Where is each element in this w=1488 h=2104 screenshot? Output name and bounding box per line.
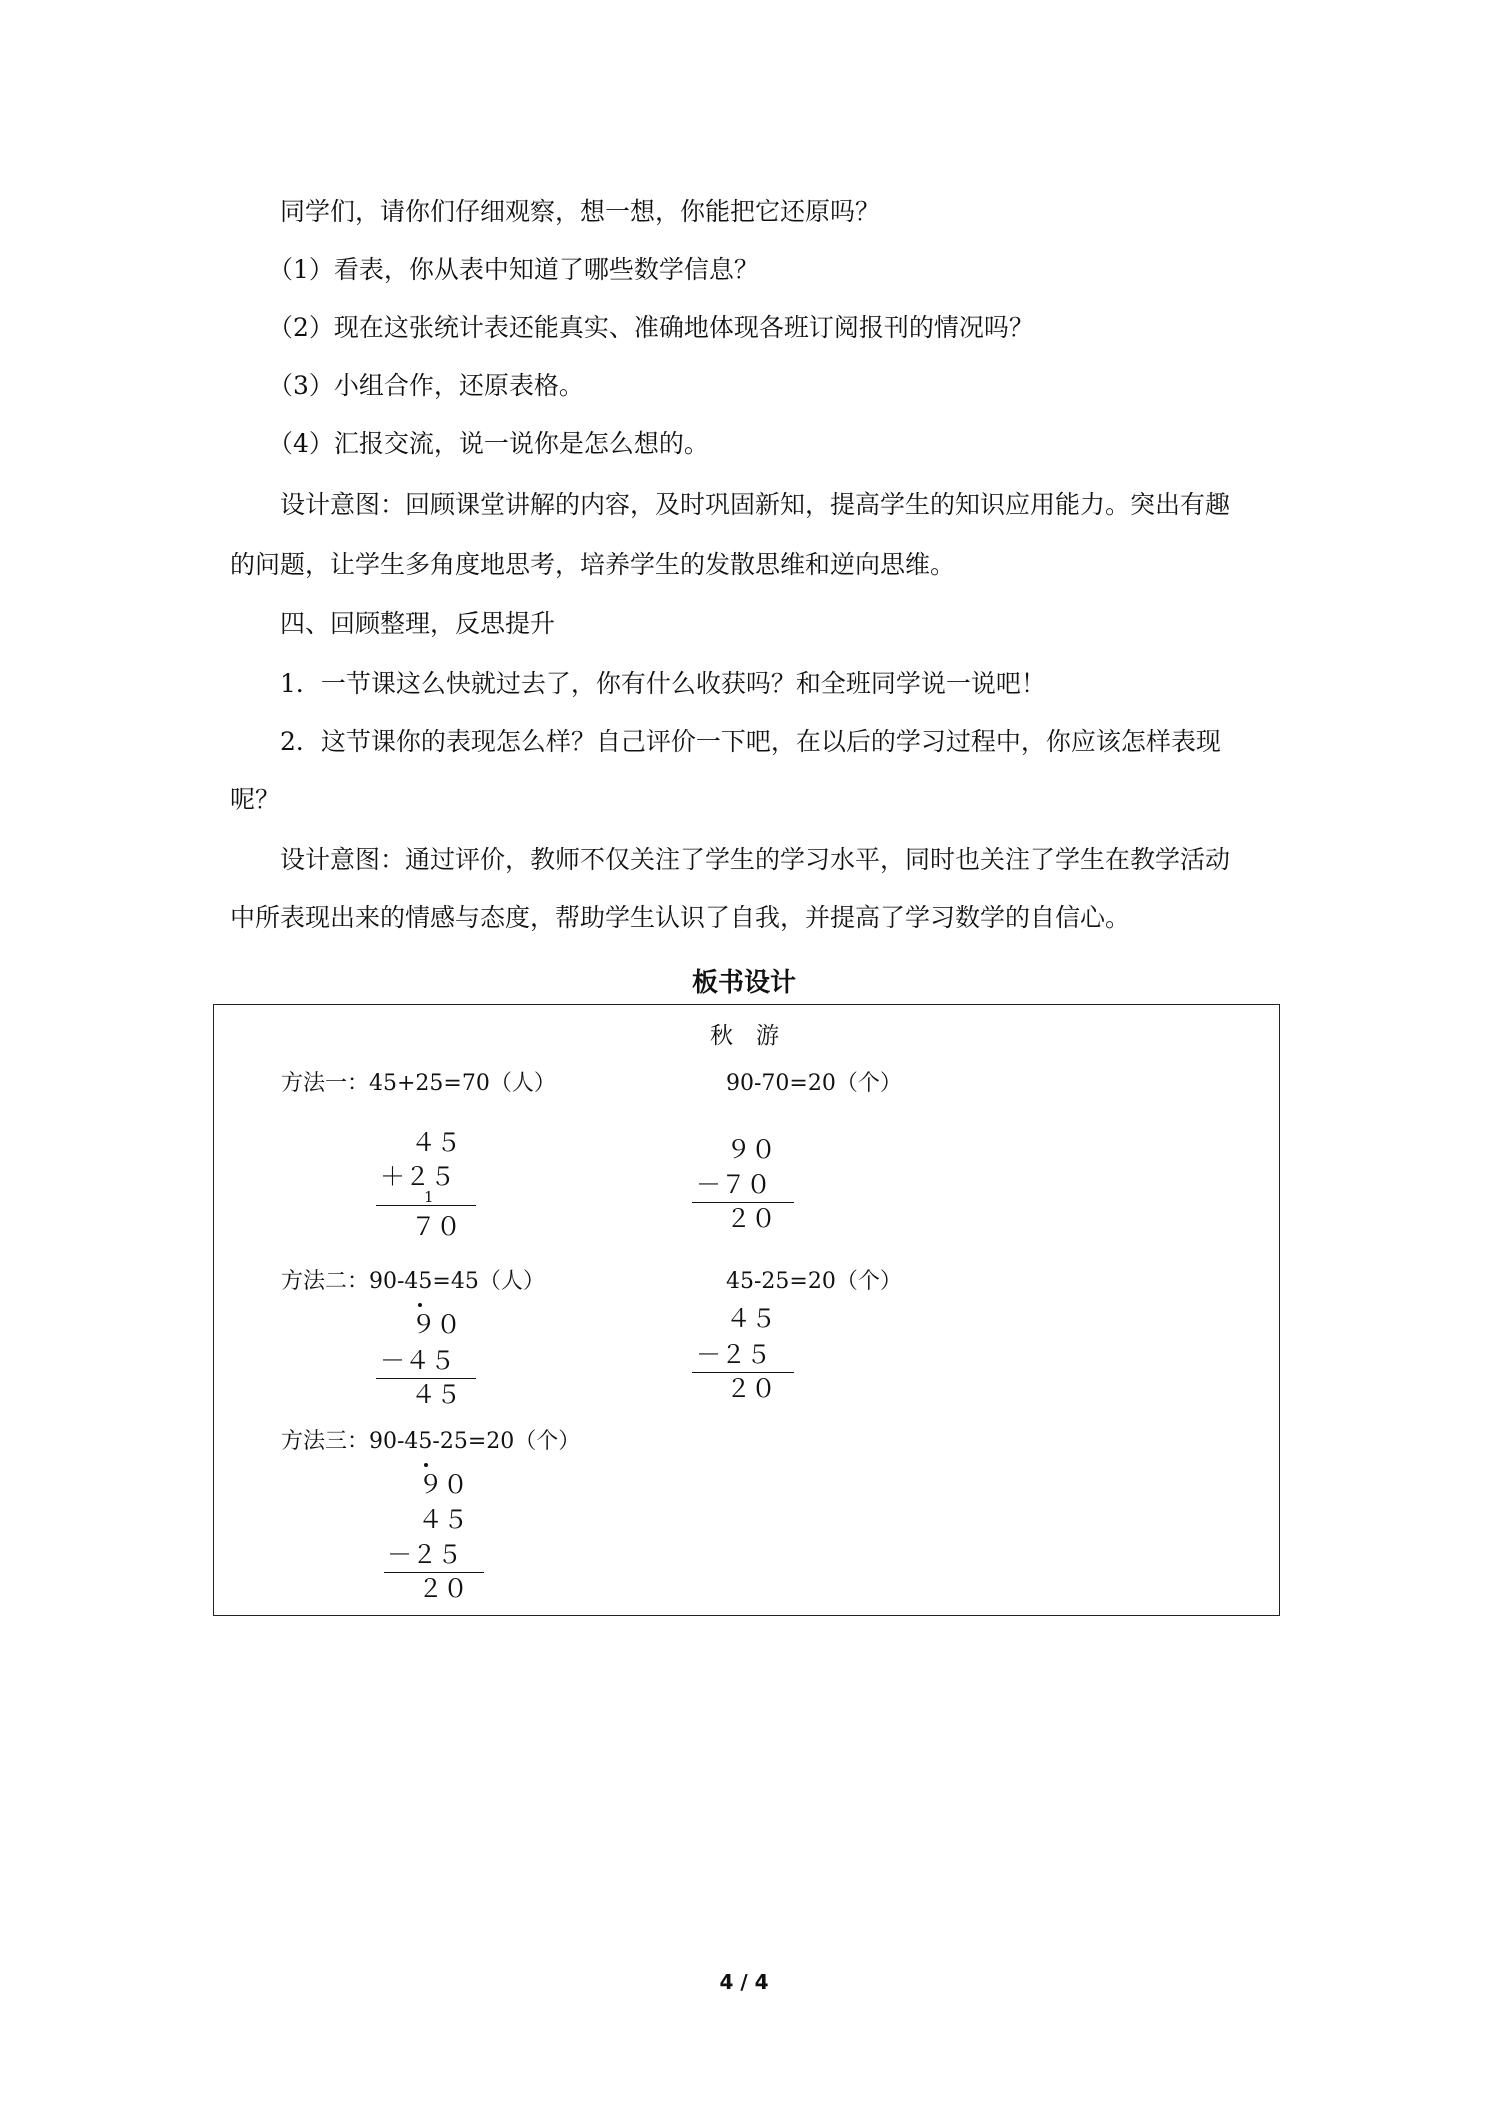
calc3-borrow-dot — [418, 1303, 422, 1307]
calc1-rule — [376, 1205, 476, 1206]
paragraph-3: （2）现在这张统计表还能真实、准确地体现各班订阅报刊的情况吗？ — [268, 313, 1034, 342]
board-topic: 秋 游 — [710, 1023, 779, 1049]
method-one: 方法一：45+25=70（人） — [281, 1071, 556, 1096]
calc5-rule — [384, 1572, 484, 1573]
calc3-rule — [376, 1378, 476, 1379]
paragraph-6: 设计意图：回顾课堂讲解的内容，及时巩固新知，提高学生的知识应用能力。突出有趣 — [280, 490, 1231, 519]
paragraph-4: （3）小组合作，还原表格。 — [268, 371, 584, 400]
method-three: 方法三：90-45-25=20（个） — [281, 1429, 581, 1454]
calc1-carry: 1 — [424, 1188, 434, 1206]
calc5-top: ９０ — [418, 1470, 469, 1499]
calc3-subtrahend: －４５ — [380, 1346, 456, 1375]
calc2-result: ２０ — [726, 1204, 777, 1233]
calc5-borrow-dot — [424, 1463, 428, 1467]
calc4-subtrahend: －２５ — [696, 1340, 772, 1369]
paragraph-5: （4）汇报交流，说一说你是怎么想的。 — [268, 429, 709, 458]
paragraph-7: 的问题，让学生多角度地思考，培养学生的发散思维和逆向思维。 — [230, 550, 956, 579]
calc2-subtrahend: －７０ — [696, 1170, 772, 1199]
calc2-rule — [692, 1202, 794, 1203]
calc5-subtrahend: －２５ — [387, 1540, 463, 1569]
calc4-top: ４５ — [726, 1304, 777, 1333]
calc3-result: ４５ — [411, 1380, 462, 1409]
paragraph-9: 1．一节课这么快就过去了，你有什么收获吗？和全班同学说一说吧！ — [280, 669, 1046, 698]
calc1-result: ７０ — [411, 1212, 462, 1241]
paragraph-11: 呢？ — [230, 785, 281, 814]
paragraph-8: 四、回顾整理，反思提升 — [280, 609, 556, 638]
board-heading: 板书设计 — [691, 968, 796, 998]
method-two: 方法二：90-45=45（人） — [281, 1269, 545, 1294]
calc3-top: ９０ — [411, 1310, 462, 1339]
calc4-rule — [692, 1372, 794, 1373]
paragraph-10: 2．这节课你的表现怎么样？自己评价一下吧，在以后的学习过程中，你应该怎样表现 — [280, 727, 1221, 756]
calc1-top: ４５ — [411, 1128, 462, 1157]
board-design-box — [213, 1004, 1280, 1616]
calc2-top: ９０ — [726, 1135, 777, 1164]
calc4-result: ２０ — [726, 1374, 777, 1403]
paragraph-12: 设计意图：通过评价，教师不仅关注了学生的学习水平，同时也关注了学生在教学活动 — [280, 845, 1231, 874]
calc5-second: ４５ — [418, 1505, 469, 1534]
paragraph-13: 中所表现出来的情感与态度，帮助学生认识了自我，并提高了学习数学的自信心。 — [230, 903, 1131, 932]
calc1-addend: ＋２５ — [380, 1162, 456, 1191]
method-one-b: 90-70=20（个） — [726, 1071, 902, 1096]
method-two-b: 45-25=20（个） — [726, 1269, 902, 1294]
page-number: 4 / 4 — [719, 1970, 769, 1994]
paragraph-2: （1）看表，你从表中知道了哪些数学信息？ — [268, 255, 759, 284]
paragraph-1: 同学们，请你们仔细观察，想一想，你能把它还原吗？ — [280, 197, 881, 226]
calc5-result: ２０ — [418, 1574, 469, 1603]
